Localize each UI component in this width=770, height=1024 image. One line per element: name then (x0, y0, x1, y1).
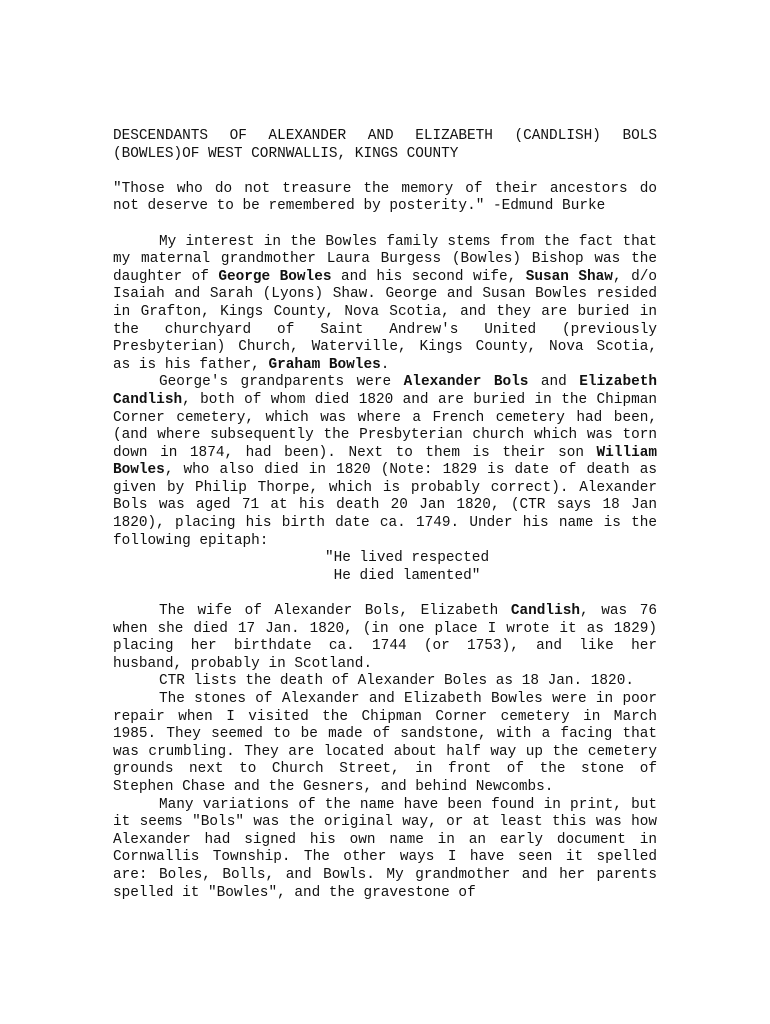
name-susan-shaw: Susan Shaw (525, 268, 613, 285)
document-title-line-2: (BOWLES)OF WEST CORNWALLIS, KINGS COUNTY (113, 145, 459, 162)
paragraph-wife (113, 603, 657, 673)
text-run: , both of whom died 1820 and are buried in the Chipman Corner cemetery, which was where a French cemetery had been, (and where subsequently the Presbyterian church which was torn down in 1874, had been). Next to them is their son (113, 391, 657, 461)
name-george-bowles: George Bowles (218, 268, 332, 285)
text-run: , who also died in 1820 (Note: 1829 is date of death as given by Philip Thorpe, which is probably correct). Alexander Bols was aged 71 at his death 20 Jan 1820, (CTR says 18 Jan 1820), placing his birth date ca. 1749. Under his name is the following epitaph: (113, 462, 657, 549)
text-run: , d/o Isaiah and Sarah (Lyons) Shaw. George and Susan Bowles resided in Grafton, Kings County, Nova Scotia, and they are buried in the churchyard of Saint Andrew's United (previously Presbyterian) Church, Waterville, Kings County, Nova Scotia, as is his father, (113, 268, 657, 373)
blank-line (113, 163, 657, 181)
paragraph-stones: The stones of Alexander and Elizabeth Bowles were in poor repair when I visited the Chipman Corner cemetery in March 1985. They seemed to be made of sandstone, with a facing that was crumbling. They are located about half way up the cemetery grounds next to Church Street, in front of the stone of Stephen Chase and the Gesners, and behind Newcombs. (113, 691, 657, 795)
paragraph-ctr: CTR lists the death of Alexander Boles as 18 Jan. 1820. (159, 673, 634, 690)
blank-line (113, 216, 657, 234)
text-run: George's grandparents were (159, 374, 404, 391)
name-candlish: Candlish (510, 603, 580, 620)
text-run: and (528, 374, 580, 391)
paragraph-name-variations: Many variations of the name have been found in print, but it seems "Bols" was the original way, or at least this was how Alexander had signed his own name in an early document in Cornwallis Township. The other ways I have seen it spelled are: Boles, Bolls, and Bowls. My grandmother and her parents spelled it "Bowles", and the gravestone of (113, 796, 657, 901)
epitaph-line-1: "He lived respected (325, 550, 490, 567)
blank-line (113, 585, 657, 603)
text-run: and his second wife, (331, 268, 526, 285)
epitaph-line-2: He died lamented" (325, 567, 481, 584)
document-title-line-1: DESCENDANTS OF ALEXANDER AND ELIZABETH (CANDLISH) BOLS (113, 128, 657, 144)
name-alexander-bols: Alexander Bols (403, 374, 529, 391)
text-run: , was 76 when she died 17 Jan. 1820, (in one place I wrote it as 1829) placing her birthdate ca. 1744 (or 1753), and like her husband, probably in Scotland. (113, 603, 657, 672)
text-run: . (380, 356, 390, 373)
text-run: My interest in the Bowles family stems from the fact that my maternal grandmother Laura Burgess (Bowles) Bishop was the daughter of (113, 233, 657, 285)
epigraph-quote: "Those who do not treasure the memory of their ancestors do not deserve to be remembered by posterity." -Edmund Burke (113, 180, 657, 215)
paragraph-interest (113, 234, 657, 375)
paragraph-grandparents (113, 374, 657, 550)
text-run: The wife of Alexander Bols, Elizabeth (159, 603, 511, 620)
name-william-bowles: William Bowles (113, 444, 657, 479)
document-page (113, 128, 657, 902)
name-graham-bowles: Graham Bowles (268, 356, 381, 373)
name-elizabeth-candlish: Elizabeth Candlish (113, 374, 657, 408)
